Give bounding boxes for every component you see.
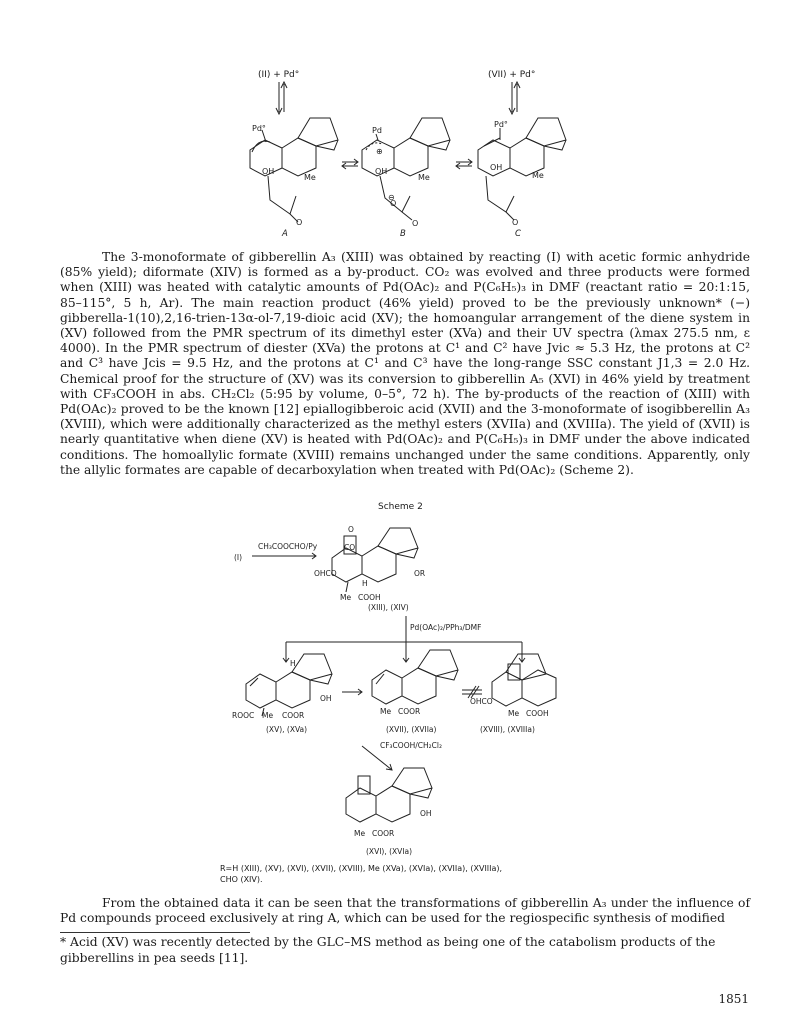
scheme2-group-label: OHCO xyxy=(314,569,337,578)
paragraph-1-text: The 3-monoformate of gibberellin A₃ (XIII) was obtained by reacting (I) with acetic formic anhydride (85% yield); diformate (XIV) is formed as a by-product. CO₂ was evolved and three products were formed when (XIII) was heated with catalytic amounts of Pd(OAc)₂ and P(C₆H₅)₃ in DMF (reactant ratio = 20:1:15, 85–115°, 5 h, Ar). The main reaction product (46% yield) proved to be the previously unknown* (−) gibberella-1(10),2,16-trien-13α-ol-7,19-dioic acid (XV); the homoangular arrangement of the diene system in (XV) followed from the PMR spectrum of its dimethyl ester (XVa) and their UV spectra (λmax 275.5 nm, ε 4000). In the PMR spectrum of diester (XVa) the protons at C¹ and C² have Jvic ≈ 5.3 Hz, the protons at C² and C³ have Jcis = 9.5 Hz, and the protons at C¹ and C³ have the long-range SSC constant J1,3 = 2.0 Hz. Chemical proof for the structure of (XV) was its conversion to gibberellin A₅ (XVI) in 46% yield by treatment with CF₃COOH in abs. CH₂Cl₂ (5:95 by volume, 0–5°, 72 h). The by-products of the reaction of (XIII) with Pd(OAc)₂ proved to be the known [12] epiallogibberoic acid (XVII) and the 3-monoformate of isogibberellin A₃ (XVIII), which were additionally characterized as the methyl esters (XVIIa) and (XVIIIa). The yield of (XVII) is nearly quantitative when diene (XV) is heated with Pd(OAc)₂ and P(C₆H₅)₃ in DMF under the above indicated conditions. The homoallylic formate (XVIII) remains unchanged under the same conditions. Apparently, only the allylic formates are capable of decarboxylation when treated with Pd(OAc)₂ (Scheme 2). xyxy=(60,250,750,477)
scheme1-group-label: O xyxy=(412,219,419,228)
structure-label-b: B xyxy=(400,229,406,239)
scheme1-group-label: Me xyxy=(304,173,316,182)
footnote: * Acid (XV) was recently detected by the GLC–MS method as being one of the catabolism products of the gibberellins in pea seeds [11]. xyxy=(60,935,716,965)
scheme1-top-left-label: (II) + Pd° xyxy=(258,70,300,80)
scheme-2 xyxy=(0,496,807,886)
scheme2-group-label: OHCO xyxy=(470,697,493,706)
reagent-3: CF₃COOH/CH₂Cl₂ xyxy=(380,741,442,750)
paragraph-2-text: From the obtained data it can be seen that the transformations of gibberellin A₃ under the influence of Pd compounds proceed exclusively at ring A, which can be used for the regiospecific synthesis of modified xyxy=(60,896,750,926)
scheme1-group-label: O xyxy=(296,218,303,227)
reagent-2: Pd(OAc)₂/PPh₃/DMF xyxy=(410,623,482,632)
scheme1-structures xyxy=(0,0,807,245)
scheme2-group-label: COOH xyxy=(358,593,381,602)
r-definition-1: R=H (XIII), (XV), (XVI), (XVII), (XVIII), Me (XVa), (XVIa), (XVIIa), (XVIIIa), xyxy=(220,864,503,873)
page-number: 1851 xyxy=(718,992,749,1006)
reagent-1: CH₃COOCHO/Py xyxy=(258,542,318,551)
scheme1-group-label: OH xyxy=(262,167,275,176)
compound-label: (XV), (XVa) xyxy=(266,725,308,734)
scheme1-group-label: O xyxy=(390,199,397,208)
scheme2-group-label: COOR xyxy=(372,829,395,838)
structure-label-a: A xyxy=(282,229,288,239)
scheme1-group-label: Me xyxy=(418,173,430,182)
scheme1-group-label: OH xyxy=(490,163,503,172)
scheme2-title: Scheme 2 xyxy=(378,502,423,512)
scheme2-group-label: O xyxy=(348,525,354,534)
svg-text:⊕: ⊕ xyxy=(376,147,383,156)
scheme2-group-label: COOH xyxy=(526,709,549,718)
body-paragraph-1 xyxy=(60,250,750,478)
scheme1-group-label: Pd xyxy=(372,126,382,135)
scheme2-group-label: OH xyxy=(420,809,432,818)
svg-text:⊖: ⊖ xyxy=(388,193,395,202)
structure-label-c: C xyxy=(515,229,521,239)
scheme2-group-label: Me xyxy=(508,709,520,718)
scheme2-group-label: Me xyxy=(354,829,366,838)
scheme2-group-label: Me xyxy=(340,593,352,602)
scheme2-group-label: H xyxy=(290,659,296,668)
compound-label: (XVII), (XVIIa) xyxy=(386,725,437,734)
scheme2-group-label: ROOC xyxy=(232,711,255,720)
compound-label: (XIII), (XIV) xyxy=(368,603,409,612)
footnote-rule xyxy=(60,932,250,933)
scheme1-group-label: Pd° xyxy=(494,120,508,129)
scheme2-group-label: COOR xyxy=(398,707,421,716)
scheme2-group-label: Me xyxy=(262,711,274,720)
scheme-1 xyxy=(0,0,807,245)
scheme1-group-label: OH xyxy=(375,167,388,176)
scheme2-group-label: H xyxy=(362,579,368,588)
scheme1-group-label: O xyxy=(512,218,519,227)
scheme1-top-right-label: (VII) + Pd° xyxy=(488,70,536,80)
compound-label: (XVIII), (XVIIIa) xyxy=(480,725,535,734)
scheme2-group-label: OR xyxy=(414,569,426,578)
start-compound: (I) xyxy=(234,553,243,562)
scheme1-group-label: Me xyxy=(532,171,544,180)
scheme1-group-label: Pd° xyxy=(252,124,266,133)
r-definition-2: CHO (XIV). xyxy=(220,875,263,884)
scheme2-group-label: Me xyxy=(380,707,392,716)
scheme2-group-label: CO xyxy=(344,543,356,552)
scheme2-group-label: OH xyxy=(320,694,332,703)
scheme2-group-label: COOR xyxy=(282,711,305,720)
body-paragraph-2 xyxy=(60,896,750,926)
scheme2-structures xyxy=(0,496,807,886)
compound-label: (XVI), (XVIa) xyxy=(366,847,413,856)
